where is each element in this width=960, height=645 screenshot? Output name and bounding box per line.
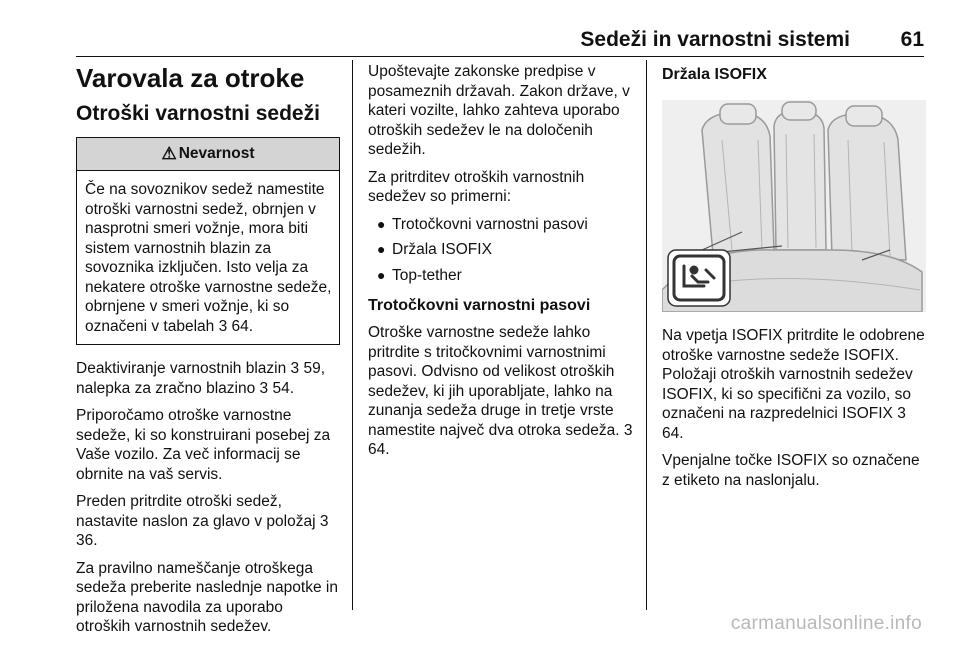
- bullet-icon: ●: [377, 266, 386, 283]
- subheading: Držala ISOFIX: [662, 66, 767, 83]
- warning-box: [76, 137, 340, 345]
- list-item: ● Top-tether: [377, 266, 462, 284]
- column-3: [662, 62, 928, 498]
- bullet-icon: ●: [377, 215, 386, 232]
- list-item: ● Držala ISOFIX: [377, 241, 492, 258]
- isofix-seat-illustration: [662, 100, 926, 312]
- section-title: Sedeži in varnostni sistemi: [580, 28, 850, 51]
- column-1: [76, 62, 340, 645]
- subheading: Trotočkovni varnostni pasovi: [368, 297, 591, 314]
- paragraph: Otroške varnostne sedeže lahko pritrdite s tritočkovnimi varnostnimi pasovi. Odvisno od velikost otroških sedežev, ki jih uporabljate, lahko na zunanja sedeža druge in tretje vrste namestite največ dva otroka sedeža. 3 64.: [368, 324, 633, 458]
- page-number: 61: [900, 28, 924, 51]
- bullet-icon: ●: [377, 241, 386, 257]
- warning-text: Če na sovoznikov sedež namestite otroški varnostni sedež, obrnjen v nasprotni smeri vožnje, mora biti sistem varnostnih blazin za sovoznika izključen. Isto velja za nekatere otroške varnostne sedeže, obrnjene v smeri vožnje, ki so označeni v tabelah 3 64.: [85, 181, 332, 335]
- bullet-list: [368, 215, 636, 286]
- page-header: [0, 28, 960, 56]
- rear-seats-drawing: [662, 100, 926, 312]
- warning-triangle-icon: ⚠: [161, 144, 177, 164]
- paragraph: Preden pritrdite otroški sedež, nastavite naslon za glavo v položaj 3 36.: [76, 493, 329, 549]
- paragraph: Za pravilno nameščanje otroškega sedeža preberite naslednje napotke in priložena navodila za uporabo otroških varnostnih sedežev.: [76, 559, 338, 635]
- chapter-heading: Varovala za otroke: [76, 63, 305, 93]
- paragraph: Na vpetja ISOFIX pritrdite le odobrene otroške varnostne sedeže ISOFIX. Položaji otroških varnostnih sedežev ISOFIX, ki so specifični za vozilo, so označeni na razpredelnici ISOFIX 3 64.: [662, 327, 925, 442]
- list-item: ● Trotočkovni varnostni pasovi: [377, 215, 588, 233]
- paragraph: Vpenjalne točke ISOFIX so označene z etiketo na naslonjalu.: [662, 452, 920, 489]
- paragraph: Za pritrditev otroških varnostnih sedežev so primerni:: [368, 168, 585, 205]
- warning-header: [77, 138, 339, 171]
- section-heading: Otroški varnostni sedeži: [76, 102, 320, 125]
- header-rule: [76, 56, 924, 57]
- watermark: carmanualsonline.info: [730, 613, 922, 634]
- warning-title: Nevarnost: [178, 145, 255, 163]
- paragraph: Priporočamo otroške varnostne sedeže, ki so konstruirani posebej za Vaše vozilo. Za več informacij se obrnite na vaš servis.: [76, 407, 331, 483]
- column-divider-1: [352, 60, 353, 610]
- paragraph: Upoštevajte zakonske predpise v posameznih državah. Zakon države, v kateri vozilte, lahko zahteva uporabo otroških sedežev le na določenih sedežih.: [368, 63, 630, 158]
- column-2: [368, 62, 636, 468]
- paragraph: Deaktiviranje varnostnih blazin 3 59, nalepka za zračno blazino 3 54.: [76, 360, 325, 397]
- column-divider-2: [646, 60, 647, 610]
